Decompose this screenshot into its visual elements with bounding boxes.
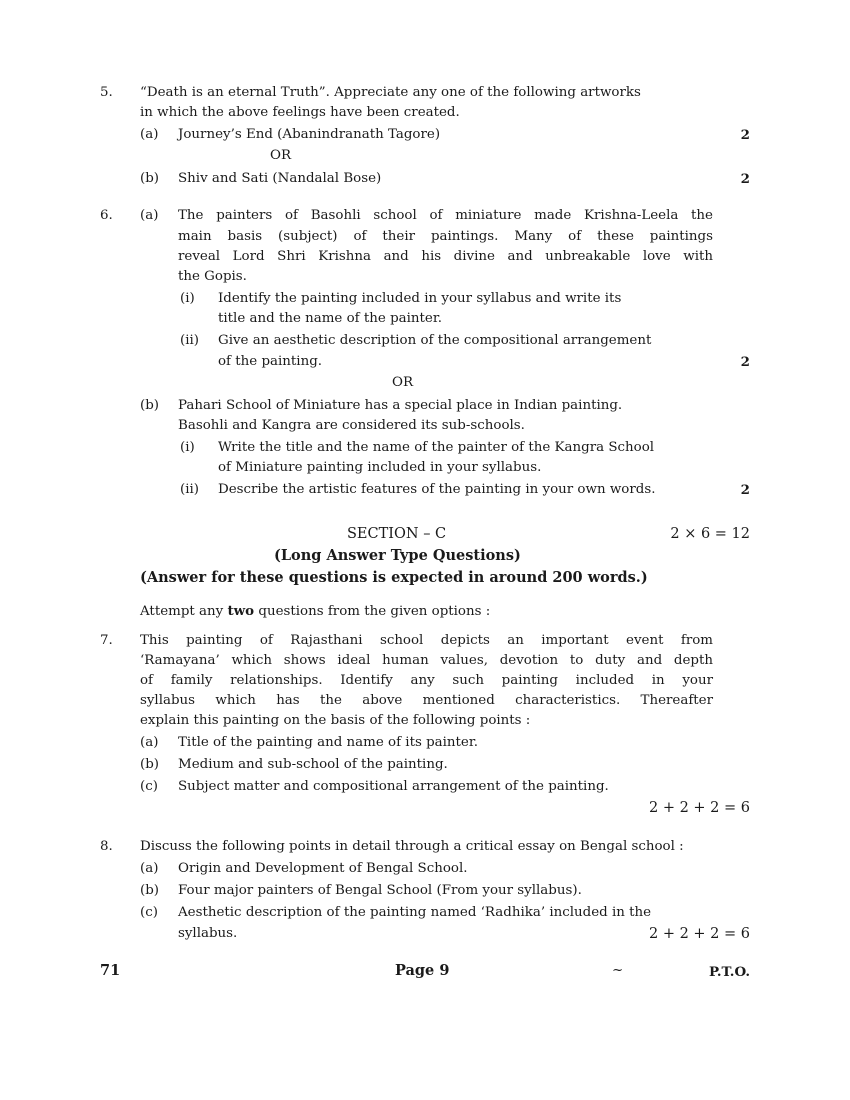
or-divider: OR	[392, 375, 414, 390]
sub-label: (ii)	[180, 482, 200, 497]
option-text: syllabus.	[178, 926, 238, 941]
tilde-mark: ~	[612, 963, 624, 978]
question-text: The painters of Basohli school of miniature made Krishna-Leela the	[178, 208, 713, 223]
marks: 2	[740, 127, 750, 143]
option-text: Origin and Development of Bengal School.	[178, 861, 468, 876]
option-label: (b)	[140, 883, 160, 898]
option-text: Aesthetic description of the painting named ‘Radhika’ included in the	[178, 905, 652, 920]
option-label: (b)	[140, 398, 160, 413]
marks: 2 + 2 + 2 = 6	[648, 800, 750, 816]
option-label: (a)	[140, 735, 159, 750]
question-text: in which the above feelings have been created.	[140, 105, 460, 120]
marks: 2	[740, 354, 750, 370]
sub-label: (i)	[180, 291, 195, 306]
question-text: “Death is an eternal Truth”. Appreciate any one of the following artworks	[140, 85, 641, 100]
question-text: main basis (subject) of their paintings. Many of these paintings	[178, 229, 713, 244]
option-text: Title of the painting and name of its painter.	[178, 735, 479, 750]
question-text: Discuss the following points in detail through a critical essay on Bengal school :	[140, 839, 684, 854]
sub-text: Describe the artistic features of the painting in your own words.	[218, 482, 656, 497]
question-text: explain this painting on the basis of the following points :	[140, 713, 531, 728]
question-text: Basohli and Kangra are considered its sub-schools.	[178, 418, 525, 433]
option-text: Subject matter and compositional arrangement of the painting.	[178, 779, 609, 794]
option-text: Medium and sub-school of the painting.	[178, 757, 448, 772]
question-text: of family relationships. Identify any such painting included in your	[140, 673, 713, 688]
sub-text: of Miniature painting included in your syllabus.	[218, 460, 542, 475]
marks: 2	[740, 171, 750, 187]
question-text: Pahari School of Miniature has a special place in Indian painting.	[178, 398, 623, 413]
option-text: Journey’s End (Abanindranath Tagore)	[178, 127, 441, 142]
section-subtitle: (Long Answer Type Questions)	[274, 547, 521, 564]
paper-code: 71	[100, 962, 121, 979]
option-label: (c)	[140, 779, 158, 794]
option-label: (b)	[140, 171, 160, 186]
sub-text: title and the name of the painter.	[218, 311, 443, 326]
option-text: Shiv and Sati (Nandalal Bose)	[178, 171, 382, 186]
marks: 2	[740, 482, 750, 498]
sub-text: Write the title and the name of the painter of the Kangra School	[218, 440, 655, 455]
sub-text: of the painting.	[218, 354, 323, 369]
section-title: SECTION – C	[347, 526, 447, 542]
sub-text: Give an aesthetic description of the compositional arrangement	[218, 333, 652, 348]
question-number: 8.	[100, 839, 113, 854]
option-label: (a)	[140, 208, 159, 223]
question-text: This painting of Rajasthani school depicts an important event from	[140, 633, 713, 648]
question-text: syllabus which has the above mentioned characteristics. Thereafter	[140, 693, 713, 708]
option-label: (c)	[140, 905, 158, 920]
option-label: (a)	[140, 127, 159, 142]
sub-text: Identify the painting included in your syllabus and write its	[218, 291, 622, 306]
pto-label: P.T.O.	[709, 964, 750, 980]
section-marks: 2 × 6 = 12	[670, 526, 750, 542]
or-divider: OR	[270, 148, 292, 163]
question-text: reveal Lord Shri Krishna and his divine and unbreakable love with	[178, 249, 713, 264]
instruction: Attempt any two questions from the given options :	[140, 603, 491, 619]
question-number: 7.	[100, 633, 113, 648]
page-number: Page 9	[395, 962, 450, 979]
question-number: 5.	[100, 85, 113, 100]
question-text: the Gopis.	[178, 269, 247, 284]
sub-label: (i)	[180, 440, 195, 455]
sub-label: (ii)	[180, 333, 200, 348]
option-label: (b)	[140, 757, 160, 772]
option-text: Four major painters of Bengal School (From your syllabus).	[178, 883, 582, 898]
section-note: (Answer for these questions is expected in around 200 words.)	[140, 569, 648, 586]
marks: 2 + 2 + 2 = 6	[648, 926, 750, 942]
option-label: (a)	[140, 861, 159, 876]
question-text: ‘Ramayana’ which shows ideal human values, devotion to duty and depth	[140, 653, 713, 668]
question-number: 6.	[100, 208, 113, 223]
